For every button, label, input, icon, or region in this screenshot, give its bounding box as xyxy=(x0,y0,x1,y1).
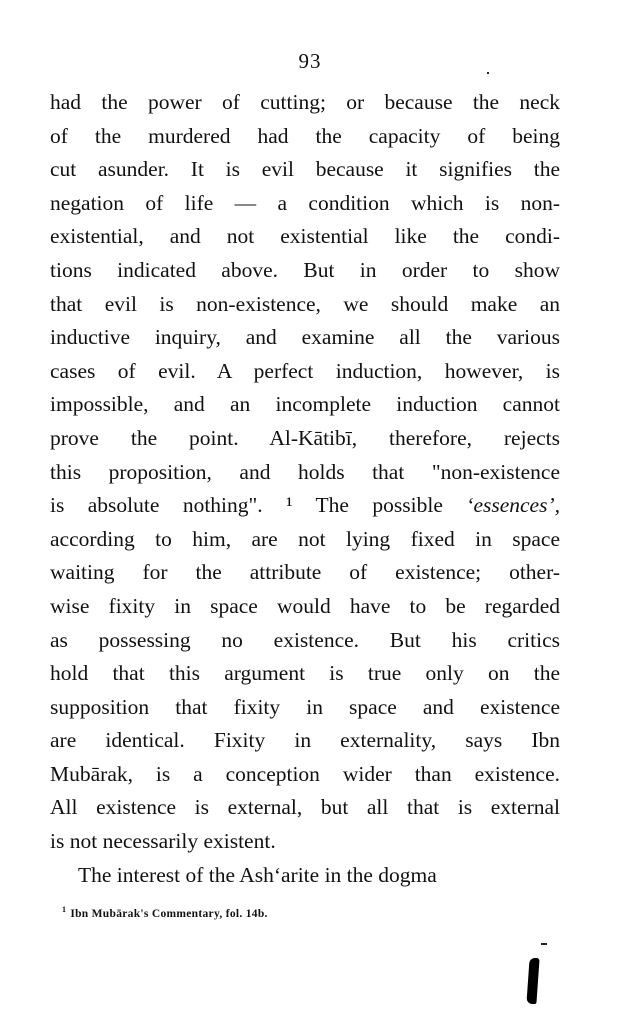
text-line: Mubārak, is a conception wider than existence. xyxy=(50,761,560,786)
text-line: wise fixity in space would have to be regarded xyxy=(50,593,560,618)
text-line: cases of evil. A perfect induction, however, is xyxy=(50,358,560,383)
text-segment: is absolute nothing". ¹ The possible xyxy=(50,493,467,518)
text-line: that evil is non-existence, we should make an xyxy=(50,291,560,316)
text-line: this proposition, and holds that "non-existence xyxy=(50,459,560,484)
text-line-with-italic xyxy=(50,489,560,523)
text-line: are identical. Fixity in externality, says Ibn xyxy=(50,728,560,753)
text-line: hold that this argument is true only on the xyxy=(50,661,560,686)
body-text xyxy=(50,86,560,892)
text-line: All existence is external, but all that is external xyxy=(50,795,560,820)
text-line: prove the point. Al-Kātibī, therefore, rejects xyxy=(50,425,560,450)
text-line: is not necessarily existent. xyxy=(50,829,276,854)
text-line: inductive inquiry, and examine all the various xyxy=(50,325,560,350)
text-line: impossible, and an incomplete induction cannot xyxy=(50,392,560,417)
text-line: existential, and not existential like the condi- xyxy=(50,224,560,249)
italic-term: ‘essences’, xyxy=(466,493,560,518)
ink-mark xyxy=(526,958,539,1004)
footnote-text: Ibn Mubārak's Commentary, fol. 14b. xyxy=(70,907,268,920)
scan-speck xyxy=(487,72,489,74)
text-line: had the power of cutting; or because the neck xyxy=(50,90,560,114)
text-line: cut asunder. It is evil because it signifies the xyxy=(50,157,560,182)
page-number: 93 xyxy=(298,49,322,73)
text-line: waiting for the attribute of existence; other- xyxy=(50,560,560,585)
footnote xyxy=(62,905,268,920)
text-line: The interest of the Ash‘arite in the dogma xyxy=(78,862,437,887)
scan-speck xyxy=(541,943,547,945)
text-line: tions indicated above. But in order to show xyxy=(50,257,560,282)
text-line: of the murdered had the capacity of being xyxy=(50,123,560,148)
text-line: according to him, are not lying fixed in space xyxy=(50,526,560,551)
text-line: supposition that fixity in space and existence xyxy=(50,694,560,719)
footnote-marker: 1 xyxy=(62,905,67,914)
text-line: negation of life — a condition which is non- xyxy=(50,190,560,215)
text-line: as possessing no existence. But his critics xyxy=(50,627,560,652)
